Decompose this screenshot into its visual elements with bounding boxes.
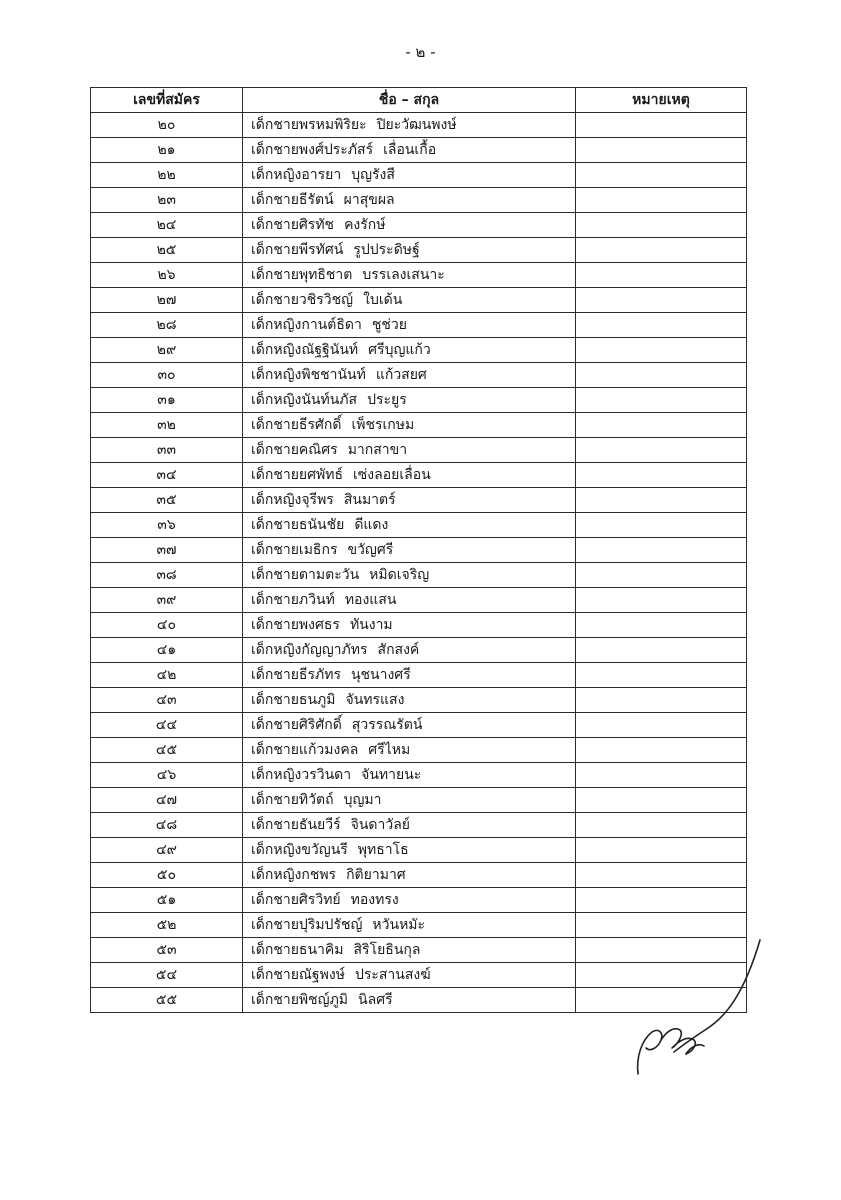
remark-cell [576, 838, 747, 863]
table-row [91, 513, 747, 538]
table-row [91, 238, 747, 263]
application-number-cell: ๒๒ [91, 163, 243, 188]
application-number-cell: ๓๐ [91, 363, 243, 388]
first-name: เด็กชายเมธิกร [251, 542, 338, 558]
remark-cell [576, 688, 747, 713]
applicant-table [90, 87, 747, 1013]
remark-cell [576, 313, 747, 338]
remark-cell [576, 613, 747, 638]
first-name: เด็กชายภวินท์ [251, 592, 335, 608]
first-name: เด็กชายทิวัตถ์ [251, 792, 334, 808]
remark-cell [576, 113, 747, 138]
application-number-cell: ๔๓ [91, 688, 243, 713]
remark-cell [576, 263, 747, 288]
full-name-cell [243, 163, 576, 188]
application-number-cell: ๒๕ [91, 238, 243, 263]
application-number-cell: ๕๕ [91, 988, 243, 1013]
first-name: เด็กชายธีรศักดิ์ [251, 417, 342, 433]
first-name: เด็กชายปุริมปรัชญ์ [251, 917, 363, 933]
table-row [91, 913, 747, 938]
remark-cell [576, 463, 747, 488]
remark-cell [576, 413, 747, 438]
last-name: บุญรังสี [351, 167, 395, 183]
remark-cell [576, 763, 747, 788]
application-number-cell: ๒๐ [91, 113, 243, 138]
last-name: สักสงค์ [377, 642, 420, 658]
full-name-cell [243, 963, 576, 988]
remark-cell [576, 488, 747, 513]
full-name-cell [243, 188, 576, 213]
table-row [91, 788, 747, 813]
remark-cell [576, 338, 747, 363]
last-name: ชูช่วย [371, 317, 407, 333]
full-name-cell [243, 938, 576, 963]
first-name: เด็กชายพรหมพิริยะ [251, 117, 367, 133]
last-name: เซ่งลอยเลื่อน [353, 467, 431, 483]
application-number-cell: ๕๓ [91, 938, 243, 963]
full-name-cell [243, 263, 576, 288]
remark-cell [576, 913, 747, 938]
first-name: เด็กหญิงณัฐฐินันท์ [251, 342, 359, 358]
full-name-cell [243, 463, 576, 488]
first-name: เด็กชายยศพัทธ์ [251, 467, 344, 483]
first-name: เด็กชายศิรวิทย์ [251, 892, 341, 908]
full-name-cell [243, 113, 576, 138]
first-name: เด็กชายศิรทัช [251, 217, 335, 233]
first-name: เด็กชายคณิศร [251, 442, 338, 458]
table-row [91, 288, 747, 313]
application-number-cell: ๒๖ [91, 263, 243, 288]
first-name: เด็กหญิงกานต์ธิดา [251, 317, 362, 333]
last-name: กิติยามาศ [346, 867, 406, 883]
full-name-cell [243, 763, 576, 788]
application-number-cell: ๔๔ [91, 713, 243, 738]
full-name-cell [243, 513, 576, 538]
remark-cell [576, 213, 747, 238]
remark-cell [576, 638, 747, 663]
full-name-cell [243, 288, 576, 313]
first-name: เด็กชายพุทธิชาต [251, 267, 353, 283]
full-name-cell [243, 313, 576, 338]
handwritten-signature-icon [628, 936, 768, 1086]
application-number-cell: ๒๗ [91, 288, 243, 313]
remark-cell [576, 713, 747, 738]
first-name: เด็กหญิงกชพร [251, 867, 337, 883]
application-number-cell: ๓๙ [91, 588, 243, 613]
remark-cell [576, 438, 747, 463]
remark-cell [576, 788, 747, 813]
table-header-row [91, 88, 747, 113]
last-name: ปิยะวัฒนพงษ์ [376, 117, 457, 133]
first-name: เด็กหญิงวรวินดา [251, 767, 352, 783]
application-number-cell: ๕๐ [91, 863, 243, 888]
application-number-cell: ๓๒ [91, 413, 243, 438]
last-name: จินดาวัลย์ [350, 817, 410, 833]
table-row [91, 438, 747, 463]
table-row [91, 113, 747, 138]
last-name: ศรีไหม [368, 742, 411, 758]
first-name: เด็กหญิงอารยา [251, 167, 342, 183]
full-name-cell [243, 588, 576, 613]
first-name: เด็กชายธีรัตน์ [251, 192, 334, 208]
full-name-cell [243, 638, 576, 663]
last-name: หมิดเจริญ [369, 567, 430, 583]
last-name: จันทายนะ [361, 767, 422, 783]
application-number-cell: ๕๒ [91, 913, 243, 938]
last-name: ทันงาม [349, 617, 393, 633]
table-row [91, 363, 747, 388]
last-name: นุชนางศรี [350, 667, 411, 683]
table-row [91, 738, 747, 763]
application-number-cell: ๒๙ [91, 338, 243, 363]
table-row [91, 538, 747, 563]
table-row [91, 813, 747, 838]
full-name-cell [243, 813, 576, 838]
table-row [91, 613, 747, 638]
remark-cell [576, 538, 747, 563]
full-name-cell [243, 988, 576, 1013]
first-name: เด็กชายธนันชัย [251, 517, 345, 533]
first-name: เด็กชายวชิรวิชญ์ [251, 292, 354, 308]
application-number-cell: ๔๐ [91, 613, 243, 638]
application-number-cell: ๓๕ [91, 488, 243, 513]
last-name: เพ็ชรเกษม [351, 417, 415, 433]
full-name-cell [243, 838, 576, 863]
last-name: หวันหมัะ [372, 917, 426, 933]
last-name: มากสาขา [347, 442, 408, 458]
first-name: เด็กชายพิชญ์ภูมิ [251, 992, 349, 1008]
table-row [91, 688, 747, 713]
first-name: เด็กชายธีรภัทร [251, 667, 341, 683]
table-row [91, 763, 747, 788]
last-name: สิริโยธินกุล [353, 942, 421, 958]
application-number-cell: ๔๙ [91, 838, 243, 863]
last-name: จันทรแสง [345, 692, 405, 708]
last-name: ดีแดง [354, 517, 389, 533]
last-name: ใบเด้น [363, 292, 403, 308]
full-name-cell [243, 563, 576, 588]
application-number-cell: ๔๕ [91, 738, 243, 763]
last-name: ประสานสงฆ์ [354, 967, 431, 983]
full-name-cell [243, 688, 576, 713]
first-name: เด็กชายธนภูมิ [251, 692, 336, 708]
remark-cell [576, 363, 747, 388]
header-remark: หมายเหตุ [576, 88, 747, 113]
full-name-cell [243, 713, 576, 738]
application-number-cell: ๔๑ [91, 638, 243, 663]
application-number-cell: ๓๑ [91, 388, 243, 413]
first-name: เด็กชายธันยวีร์ [251, 817, 341, 833]
first-name: เด็กหญิงจุรีพร [251, 492, 334, 508]
table-body [91, 113, 747, 1013]
table-row [91, 638, 747, 663]
table-row [91, 263, 747, 288]
table-row [91, 588, 747, 613]
remark-cell [576, 513, 747, 538]
last-name: สุวรรณรัตน์ [351, 717, 423, 733]
remark-cell [576, 863, 747, 888]
last-name: บรรเลงเสนาะ [362, 267, 445, 283]
remark-cell [576, 888, 747, 913]
table-row [91, 463, 747, 488]
application-number-cell: ๒๔ [91, 213, 243, 238]
last-name: คงรักษ์ [344, 217, 386, 233]
application-number-cell: ๕๔ [91, 963, 243, 988]
first-name: เด็กชายพีรทัศน์ [251, 242, 344, 258]
full-name-cell [243, 788, 576, 813]
application-number-cell: ๕๑ [91, 888, 243, 913]
application-number-cell: ๓๓ [91, 438, 243, 463]
full-name-cell [243, 488, 576, 513]
remark-cell [576, 138, 747, 163]
last-name: แก้วสยศ [375, 367, 427, 383]
first-name: เด็กชายแก้วมงคล [251, 742, 359, 758]
full-name-cell [243, 863, 576, 888]
first-name: เด็กชายตามตะวัน [251, 567, 360, 583]
full-name-cell [243, 888, 576, 913]
application-number-cell: ๒๑ [91, 138, 243, 163]
last-name: สินมาตร์ [343, 492, 396, 508]
application-number-cell: ๓๖ [91, 513, 243, 538]
application-number-cell: ๔๒ [91, 663, 243, 688]
last-name: ทองทรง [350, 892, 399, 908]
last-name: ทองแสน [344, 592, 397, 608]
first-name: เด็กหญิงกัญญาภัทร [251, 642, 368, 658]
full-name-cell [243, 663, 576, 688]
table-row [91, 663, 747, 688]
last-name: บุญมา [343, 792, 382, 808]
first-name: เด็กหญิงขวัญนรี [251, 842, 348, 858]
table-row [91, 563, 747, 588]
full-name-cell [243, 413, 576, 438]
last-name: นิลศรี [358, 992, 393, 1008]
table-row [91, 138, 747, 163]
remark-cell [576, 238, 747, 263]
first-name: เด็กหญิงนันท์นภัส [251, 392, 358, 408]
application-number-cell: ๓๗ [91, 538, 243, 563]
table-row [91, 488, 747, 513]
application-number-cell: ๒๓ [91, 188, 243, 213]
table-row [91, 338, 747, 363]
table-row [91, 713, 747, 738]
first-name: เด็กชายณัฐพงษ์ [251, 967, 345, 983]
last-name: ผาสุขผล [343, 192, 395, 208]
last-name: ศรีบุญแก้ว [368, 342, 431, 358]
first-name: เด็กชายพงศ์ประภัสร์ [251, 142, 374, 158]
table-row [91, 888, 747, 913]
header-application-number: เลขที่สมัคร [91, 88, 243, 113]
table-row [91, 188, 747, 213]
table-row [91, 388, 747, 413]
first-name: เด็กหญิงพิชชานันท์ [251, 367, 366, 383]
remark-cell [576, 188, 747, 213]
full-name-cell [243, 738, 576, 763]
full-name-cell [243, 538, 576, 563]
remark-cell [576, 813, 747, 838]
table-row [91, 413, 747, 438]
full-name-cell [243, 438, 576, 463]
page-number: - ๒ - [405, 43, 436, 61]
first-name: เด็กชายศิริศักดิ์ [251, 717, 342, 733]
remark-cell [576, 288, 747, 313]
last-name: ประยูร [367, 392, 407, 408]
full-name-cell [243, 338, 576, 363]
last-name: พุทธาโธ [357, 842, 409, 858]
first-name: เด็กชายธนาคิม [251, 942, 344, 958]
full-name-cell [243, 138, 576, 163]
remark-cell [576, 563, 747, 588]
remark-cell [576, 738, 747, 763]
remark-cell [576, 663, 747, 688]
table-row [91, 213, 747, 238]
application-number-cell: ๓๔ [91, 463, 243, 488]
remark-cell [576, 163, 747, 188]
remark-cell [576, 588, 747, 613]
first-name: เด็กชายพงศธร [251, 617, 340, 633]
table-row [91, 863, 747, 888]
application-number-cell: ๔๘ [91, 813, 243, 838]
application-number-cell: ๒๘ [91, 313, 243, 338]
application-number-cell: ๔๖ [91, 763, 243, 788]
full-name-cell [243, 363, 576, 388]
header-full-name: ชื่อ – สกุล [243, 88, 576, 113]
table-row [91, 313, 747, 338]
last-name: รูปประดิษฐ์ [353, 242, 420, 258]
table-row [91, 163, 747, 188]
table-row [91, 838, 747, 863]
full-name-cell [243, 388, 576, 413]
last-name: ขวัญศรี [347, 542, 394, 558]
full-name-cell [243, 213, 576, 238]
last-name: เลื่อนเกื้อ [383, 142, 437, 158]
full-name-cell [243, 913, 576, 938]
full-name-cell [243, 613, 576, 638]
full-name-cell [243, 238, 576, 263]
application-number-cell: ๓๘ [91, 563, 243, 588]
remark-cell [576, 388, 747, 413]
application-number-cell: ๔๗ [91, 788, 243, 813]
